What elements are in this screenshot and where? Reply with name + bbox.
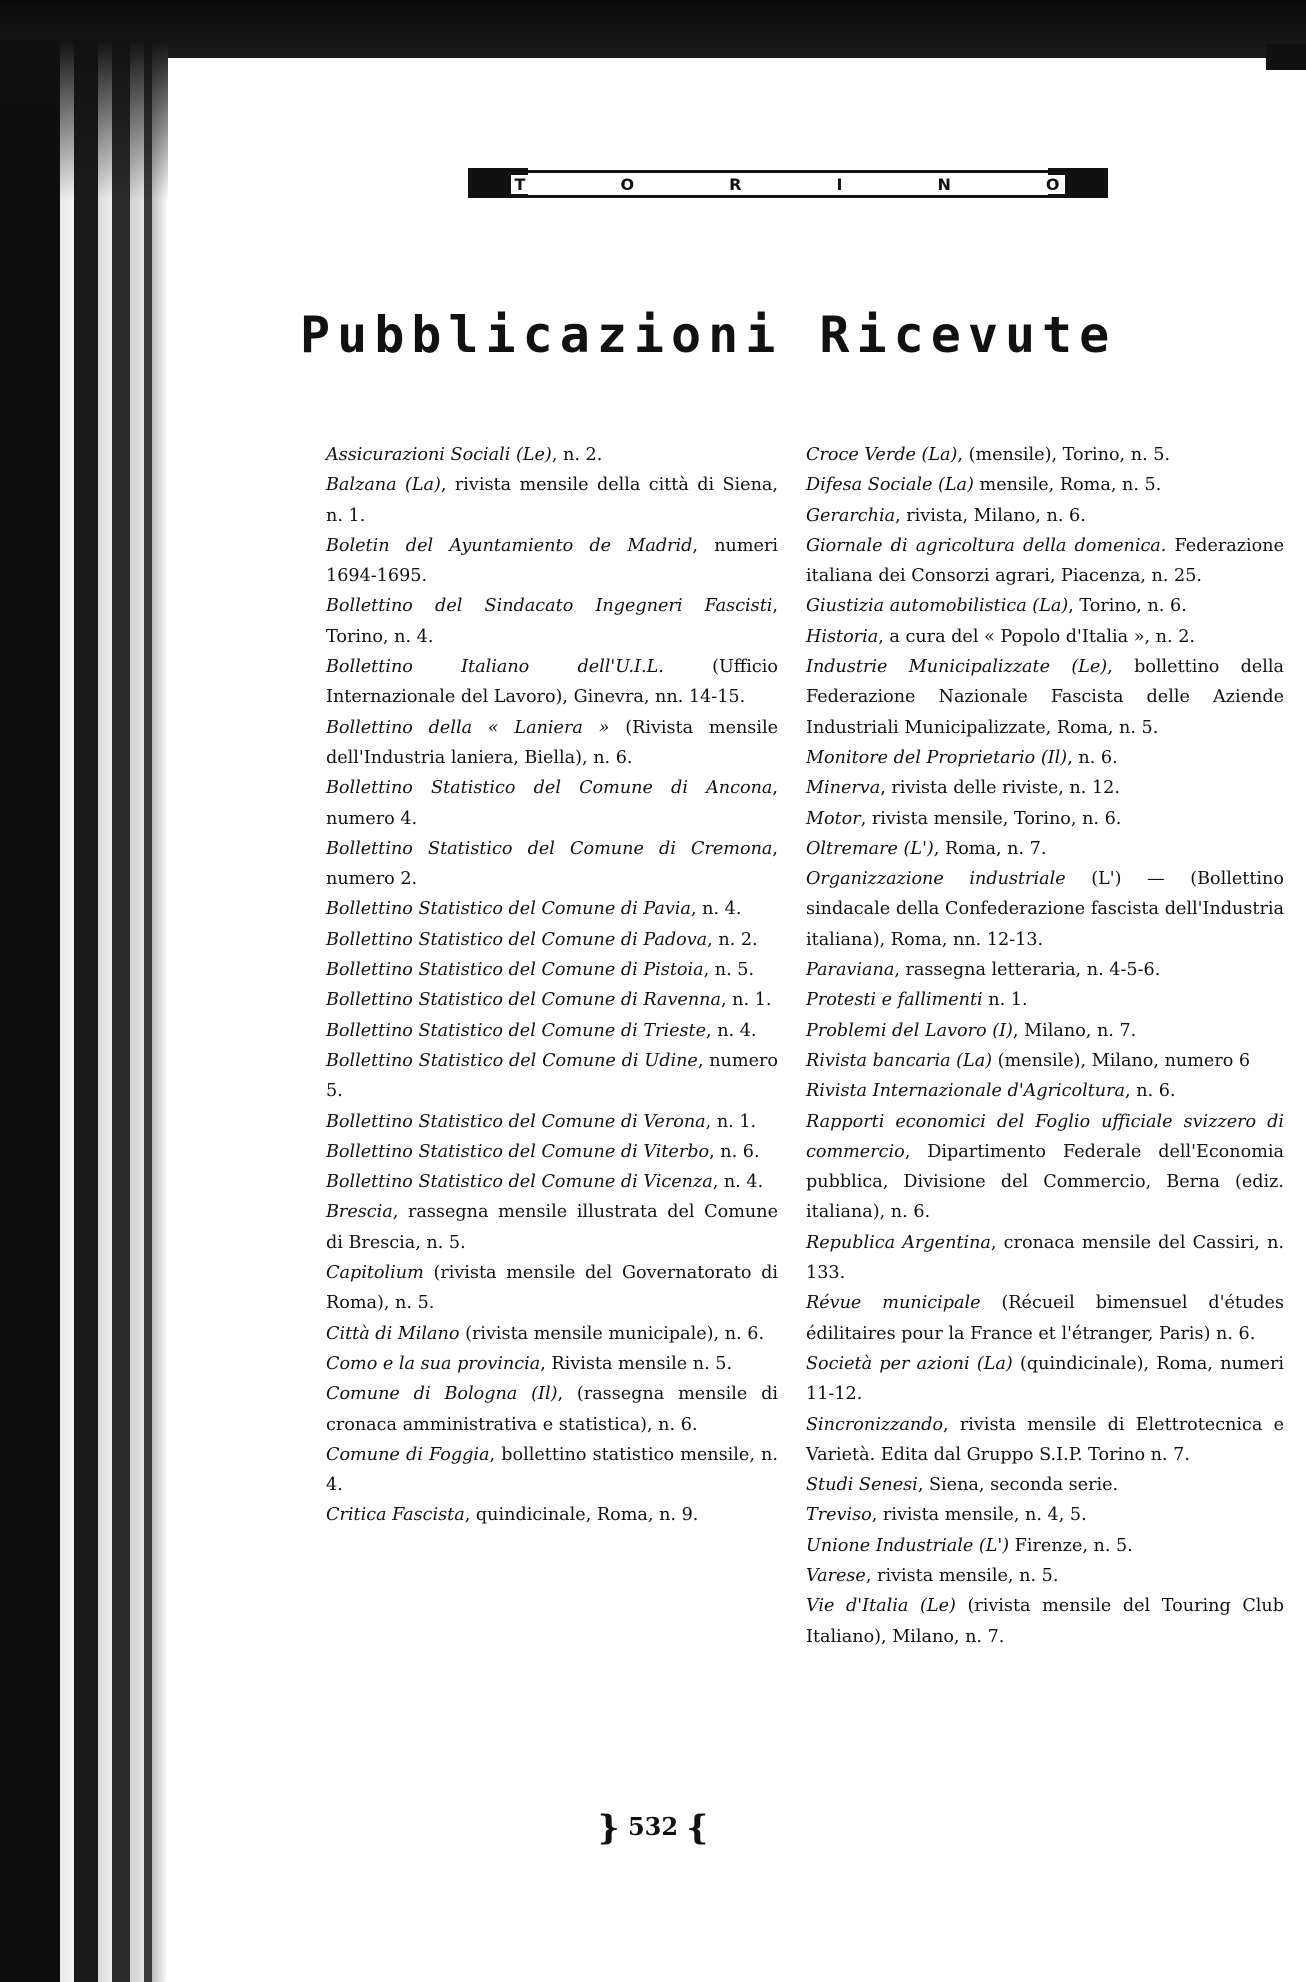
publication-details: n. 1. bbox=[982, 990, 1028, 1011]
left-column bbox=[326, 440, 778, 1531]
publication-details: , n. 6. bbox=[1125, 1081, 1176, 1102]
publication-entry bbox=[326, 440, 778, 470]
publication-entry bbox=[326, 1016, 778, 1046]
publication-entry bbox=[806, 985, 1284, 1015]
publication-title: Società per azioni (La) bbox=[806, 1353, 1013, 1374]
publication-title: Bollettino del Sindacato Ingegneri Fascisti bbox=[326, 596, 773, 617]
publication-details: , n. 1. bbox=[705, 1111, 757, 1132]
publication-details: , Rivista mensile n. 5. bbox=[540, 1353, 733, 1374]
publication-entry bbox=[806, 591, 1284, 621]
publication-title: Bollettino della « Laniera » bbox=[326, 717, 610, 738]
publication-details: , a cura del « Popolo d'Italia », n. 2. bbox=[878, 626, 1195, 647]
publication-entry bbox=[326, 1379, 778, 1440]
publication-details: , n. 4. bbox=[712, 1172, 764, 1193]
publication-title: Bollettino Statistico del Comune di Pavia bbox=[326, 899, 691, 920]
publication-details: , bollettino della Federazione Nazionale Fascista delle Aziende Industriali Municipalizzate, Roma, n. 5. bbox=[806, 657, 1285, 738]
publication-entry bbox=[806, 652, 1284, 743]
publication-title: Rapporti economici del Foglio ufficiale svizzero di commercio bbox=[806, 1111, 1284, 1162]
banner-letter: O bbox=[1042, 175, 1066, 194]
publication-entry bbox=[326, 773, 778, 834]
publication-entry bbox=[806, 440, 1284, 470]
publication-title: Bollettino Statistico del Comune di Viterbo bbox=[326, 1141, 710, 1162]
publication-title: Comune di Bologna (Il) bbox=[326, 1384, 558, 1405]
publication-title: Bollettino Statistico del Comune di Pistoia bbox=[326, 960, 704, 981]
banner-letter: T bbox=[511, 175, 532, 194]
publication-title: Problemi del Lavoro (I) bbox=[806, 1020, 1013, 1041]
publication-details: , n. 1. bbox=[720, 990, 772, 1011]
publication-title: Bollettino Statistico del Comune di Ravenna bbox=[326, 990, 721, 1011]
publication-entry bbox=[806, 1228, 1284, 1289]
publication-title: Motor bbox=[806, 808, 861, 829]
publication-title: Giustizia automobilistica (La) bbox=[806, 596, 1069, 617]
publication-title: Bollettino Statistico del Comune di Padova bbox=[326, 929, 708, 950]
publication-title: Paraviana bbox=[806, 960, 895, 981]
publication-entry bbox=[806, 1531, 1284, 1561]
publication-details: (Rivista mensile dell'Industria laniera, Biella), n. 6. bbox=[326, 717, 779, 768]
publication-entry bbox=[806, 1288, 1284, 1349]
page-number: 532 bbox=[627, 1812, 679, 1841]
publication-details: mensile, Roma, n. 5. bbox=[973, 475, 1162, 496]
top-border-notch bbox=[1266, 44, 1306, 70]
publication-details: (L') — (Bollettino sindacale della Confederazione fascista dell'Industria italiana), Roma, nn. 12-13. bbox=[806, 869, 1284, 950]
publication-entry bbox=[806, 834, 1284, 864]
publication-title: Sincronizzando bbox=[806, 1414, 944, 1435]
publication-title: Balzana (La) bbox=[326, 475, 441, 496]
publication-title: Organizzazione industriale bbox=[806, 869, 1066, 890]
publication-details: , numero 4. bbox=[326, 778, 778, 829]
publication-entry bbox=[806, 1410, 1284, 1471]
publication-details: (mensile), Milano, numero 6 bbox=[992, 1050, 1251, 1071]
publication-entry bbox=[806, 622, 1284, 652]
banner-letter: R bbox=[725, 175, 747, 194]
publication-entry bbox=[326, 1258, 778, 1319]
publication-details: , n. 4. bbox=[706, 1020, 757, 1041]
publication-title: Como e la sua provincia bbox=[326, 1353, 541, 1374]
publication-entry bbox=[806, 470, 1284, 500]
publication-entry bbox=[326, 652, 778, 713]
torino-banner bbox=[468, 170, 1108, 198]
publication-entry bbox=[806, 1500, 1284, 1530]
page-title: Pubblicazioni Ricevute bbox=[300, 306, 1117, 364]
publication-details: , rivista, Milano, n. 6. bbox=[895, 505, 1086, 526]
publication-details: , rivista mensile, n. 5. bbox=[865, 1565, 1059, 1586]
banner-letter: N bbox=[933, 175, 956, 194]
stripe-shadow bbox=[0, 40, 168, 200]
publication-entry bbox=[326, 955, 778, 985]
publication-details: , rivista mensile, Torino, n. 6. bbox=[860, 808, 1122, 829]
publication-entry bbox=[806, 955, 1284, 985]
publication-entry bbox=[806, 501, 1284, 531]
publication-details: , n. 5. bbox=[703, 960, 755, 981]
publication-entry bbox=[326, 591, 778, 652]
publication-title: Rivista Internazionale d'Agricoltura bbox=[806, 1081, 1126, 1102]
publication-details: , Siena, seconda serie. bbox=[917, 1475, 1119, 1496]
publication-entry bbox=[326, 470, 778, 531]
publication-entry bbox=[326, 713, 778, 774]
publication-details: , n. 2. bbox=[551, 445, 603, 465]
publication-entry bbox=[806, 1076, 1284, 1106]
publication-entry bbox=[806, 743, 1284, 773]
publication-details: , Torino, n. 4. bbox=[326, 596, 778, 647]
publication-title: Varese bbox=[806, 1565, 866, 1586]
publication-entry bbox=[806, 1470, 1284, 1500]
publication-title: Bollettino Statistico del Comune di Verona bbox=[326, 1111, 706, 1132]
publication-entry bbox=[806, 1046, 1284, 1076]
right-brace-ornament: { bbox=[686, 1808, 709, 1848]
publication-details: , bollettino statistico mensile, n. 4. bbox=[326, 1444, 778, 1496]
publication-entry bbox=[326, 1046, 778, 1107]
publication-entry bbox=[326, 1349, 778, 1379]
publication-title: Minerva bbox=[806, 778, 881, 799]
top-border-bar bbox=[0, 0, 1306, 58]
publication-title: Bollettino Statistico del Comune di Cremona bbox=[326, 838, 773, 859]
publication-details: , Dipartimento Federale dell'Economia pubblica, Divisione del Commercio, Berna (ediz. italiana), n. 6. bbox=[806, 1141, 1284, 1223]
publication-details: (Récueil bimensuel d'études édilitaires pour la France et l'étranger, Paris) n. 6. bbox=[806, 1293, 1284, 1344]
publication-title: Unione Industriale (L') bbox=[806, 1535, 1010, 1556]
publication-title: Critica Fascista bbox=[326, 1505, 465, 1526]
publication-details: , n. 2. bbox=[707, 929, 758, 950]
publication-details: , quindicinale, Roma, n. 9. bbox=[464, 1505, 699, 1526]
publication-title: Bollettino Statistico del Comune di Ancona bbox=[326, 778, 773, 799]
publication-title: Bollettino Statistico del Comune di Trieste bbox=[326, 1020, 707, 1041]
publication-entry bbox=[806, 804, 1284, 834]
publication-title: Bollettino Statistico del Comune di Vicenza bbox=[326, 1172, 713, 1193]
left-decorative-stripes bbox=[0, 40, 168, 1982]
publication-entry bbox=[806, 864, 1284, 955]
publication-entry bbox=[806, 773, 1284, 803]
publication-title: Comune di Foggia bbox=[326, 1444, 490, 1465]
publication-title: Città di Milano bbox=[326, 1323, 460, 1344]
publication-entry bbox=[326, 1440, 778, 1501]
publication-title: Oltremare (L') bbox=[806, 838, 934, 859]
publication-title: Giornale di agricoltura della domenica bbox=[806, 535, 1161, 556]
publication-title: Bollettino Italiano dell'U.I.L. bbox=[326, 657, 664, 678]
publication-title: Historia bbox=[806, 626, 879, 647]
publication-details: , Milano, n. 7. bbox=[1012, 1020, 1137, 1041]
publication-entry bbox=[326, 1319, 778, 1349]
publication-title: Protesti e fallimenti bbox=[806, 990, 983, 1011]
publication-entry bbox=[806, 531, 1284, 592]
publication-entry bbox=[806, 1107, 1284, 1228]
publication-details: (Ufficio Internazionale del Lavoro), Ginevra, nn. 14-15. bbox=[326, 657, 778, 708]
publication-details: , n. 6. bbox=[709, 1141, 760, 1162]
publication-title: Difesa Sociale (La) bbox=[806, 475, 974, 496]
publication-details: Firenze, n. 5. bbox=[1009, 1535, 1133, 1556]
publication-details: , rivista mensile di Elettrotecnica e Varietà. Edita dal Gruppo S.I.P. Torino n. 7. bbox=[806, 1414, 1284, 1465]
publication-title: Gerarchia bbox=[806, 505, 896, 526]
publication-entry bbox=[806, 1349, 1284, 1410]
publication-details: , rassegna letteraria, n. 4-5-6. bbox=[894, 960, 1161, 981]
banner-letter: O bbox=[616, 175, 640, 194]
publication-entry bbox=[326, 1167, 778, 1197]
publication-details: , rassegna mensile illustrata del Comune di Brescia, n. 5. bbox=[326, 1202, 778, 1253]
publication-entry bbox=[326, 894, 778, 924]
publication-details: , numero 5. bbox=[326, 1050, 778, 1102]
publication-entry bbox=[326, 1197, 778, 1258]
page-number-footer bbox=[0, 1808, 1306, 1848]
publication-details: . Federazione italiana dei Consorzi agrari, Piacenza, n. 25. bbox=[806, 535, 1284, 587]
publication-entry bbox=[326, 531, 778, 592]
publication-title: Bollettino Statistico del Comune di Udine bbox=[326, 1050, 698, 1071]
publication-details: (rivista mensile del Touring Club Italiano), Milano, n. 7. bbox=[806, 1596, 1285, 1647]
publication-entry bbox=[326, 1137, 778, 1167]
publication-details: , rivista delle riviste, n. 12. bbox=[880, 778, 1120, 799]
publication-title: Industrie Municipalizzate (Le) bbox=[806, 657, 1108, 678]
publication-title: Republica Argentina bbox=[806, 1232, 991, 1253]
publication-details: (rivista mensile municipale), n. 6. bbox=[459, 1323, 765, 1344]
publication-details: , (rassegna mensile di cronaca amministrativa e statistica), n. 6. bbox=[326, 1384, 778, 1435]
publication-title: Studi Senesi bbox=[806, 1475, 918, 1496]
publication-title: Treviso bbox=[806, 1505, 872, 1526]
publication-entry bbox=[806, 1561, 1284, 1591]
publication-details: , n. 6. bbox=[1067, 747, 1118, 768]
publication-details: , rivista mensile della città di Siena, n. 1. bbox=[326, 475, 778, 526]
publication-details: , cronaca mensile del Cassiri, n. 133. bbox=[806, 1232, 1284, 1284]
publication-title: Assicurazioni Sociali (Le) bbox=[326, 445, 552, 465]
publication-details: , Roma, n. 7. bbox=[933, 838, 1047, 859]
publication-entry bbox=[326, 1500, 778, 1530]
publication-title: Croce Verde (La) bbox=[806, 445, 958, 465]
publication-title: Capitolium bbox=[326, 1263, 424, 1284]
publication-details: , numeri 1694-1695. bbox=[326, 535, 778, 587]
banner-letter: I bbox=[832, 175, 848, 194]
publication-entry bbox=[806, 1016, 1284, 1046]
publication-title: Boletin del Ayuntamiento de Madrid bbox=[326, 535, 693, 556]
publication-entry bbox=[326, 1107, 778, 1137]
publication-entry bbox=[806, 1591, 1284, 1652]
publication-details: (rivista mensile del Governatorato di Roma), n. 5. bbox=[326, 1263, 778, 1314]
publication-details: , (mensile), Torino, n. 5. bbox=[957, 445, 1171, 465]
publication-details: , Torino, n. 6. bbox=[1068, 596, 1187, 617]
publication-details: , rivista mensile, n. 4, 5. bbox=[871, 1505, 1087, 1526]
publication-details: , n. 4. bbox=[690, 899, 742, 920]
publication-title: Vie d'Italia (Le) bbox=[806, 1596, 956, 1617]
publication-title: Rivista bancaria (La) bbox=[806, 1050, 993, 1071]
right-column bbox=[806, 440, 1284, 1652]
publication-entry bbox=[326, 925, 778, 955]
publication-entry bbox=[326, 985, 778, 1015]
publication-title: Révue municipale bbox=[806, 1293, 981, 1314]
publication-title: Brescia bbox=[326, 1202, 393, 1223]
publication-entry bbox=[326, 834, 778, 895]
publication-title: Monitore del Proprietario (Il) bbox=[806, 747, 1068, 768]
publication-details: , numero 2. bbox=[326, 838, 778, 890]
left-brace-ornament: } bbox=[597, 1808, 620, 1848]
publication-details: (quindicinale), Roma, numeri 11-12. bbox=[806, 1353, 1285, 1405]
